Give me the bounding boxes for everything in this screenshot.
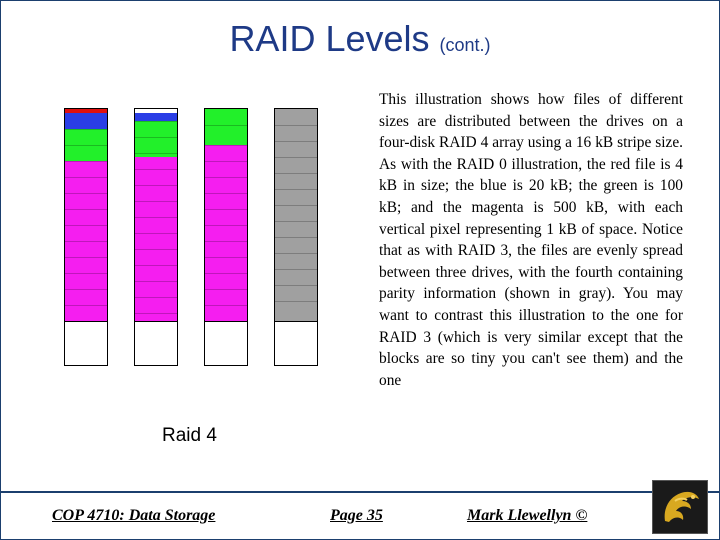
footer-page: Page 35	[330, 507, 383, 524]
blue-file-block	[65, 113, 107, 129]
stripe-line	[205, 161, 247, 162]
stripe-line	[205, 209, 247, 210]
footer-author: Mark Llewellyn ©	[467, 507, 588, 524]
stripe-line	[135, 313, 177, 314]
stripe-line	[135, 169, 177, 170]
green-file-block	[205, 109, 247, 145]
stripe-line	[205, 289, 247, 290]
disk-1	[64, 108, 108, 366]
stripe-line	[205, 145, 247, 146]
data-end-line	[275, 321, 317, 322]
ucf-pegasus-logo-icon	[652, 480, 708, 534]
stripe-line	[65, 273, 107, 274]
stripe-line	[275, 157, 317, 158]
slide-title	[0, 18, 720, 60]
stripe-line	[275, 173, 317, 174]
disk-2	[134, 108, 178, 366]
stripe-line	[65, 193, 107, 194]
data-end-line	[65, 321, 107, 322]
stripe-line	[65, 177, 107, 178]
stripe-line	[205, 305, 247, 306]
stripe-line	[275, 189, 317, 190]
stripe-line	[65, 241, 107, 242]
diagram-label: Raid 4	[162, 425, 217, 446]
stripe-line	[65, 161, 107, 162]
stripe-line	[65, 129, 107, 130]
stripe-line	[275, 221, 317, 222]
stripe-line	[135, 297, 177, 298]
stripe-line	[65, 257, 107, 258]
stripe-line	[65, 305, 107, 306]
stripe-line	[205, 225, 247, 226]
stripe-line	[205, 273, 247, 274]
stripe-line	[205, 257, 247, 258]
title-subtitle: (cont.)	[439, 35, 491, 55]
stripe-line	[65, 225, 107, 226]
stripe-line	[275, 141, 317, 142]
blue-file-block	[135, 113, 177, 121]
stripe-line	[275, 237, 317, 238]
footer-course: COP 4710: Data Storage	[52, 507, 216, 524]
stripe-line	[135, 121, 177, 122]
stripe-line	[205, 241, 247, 242]
stripe-line	[275, 253, 317, 254]
body-paragraph: This illustration shows how files of different sizes are distributed between the drives on a four-disk RAID 4 array using a 16 kB stripe size. As with the RAID 0 illustration, the red file is 4 kB in size; the blue is 20 kB; the green is 100 kB; and the magenta is 500 kB, with each vertical pixel representing 1 kB of space. Notice that as with RAID 3, the files are evenly spread between three drives, with the fourth containing parity information (shown in gray). You may want to contrast this illustration to the one for RAID 3 (which is very similar except that the blocks are so tiny you can't see them) and the one	[379, 91, 683, 389]
disk-3	[204, 108, 248, 366]
stripe-line	[205, 193, 247, 194]
data-end-line	[205, 321, 247, 322]
stripe-line	[135, 281, 177, 282]
stripe-line	[135, 201, 177, 202]
stripe-line	[275, 269, 317, 270]
stripe-line	[135, 185, 177, 186]
title-main: RAID Levels	[229, 18, 430, 59]
stripe-line	[135, 249, 177, 250]
stripe-line	[135, 137, 177, 138]
stripe-line	[65, 145, 107, 146]
stripe-line	[275, 125, 317, 126]
data-end-line	[135, 321, 177, 322]
stripe-line	[135, 233, 177, 234]
stripe-line	[275, 285, 317, 286]
stripe-line	[275, 301, 317, 302]
stripe-line	[65, 289, 107, 290]
stripe-line	[205, 177, 247, 178]
stripe-line	[135, 265, 177, 266]
stripe-line	[275, 205, 317, 206]
magenta-file-block	[205, 145, 247, 321]
stripe-line	[205, 125, 247, 126]
disk-4-parity	[274, 108, 318, 366]
stripe-line	[135, 153, 177, 154]
stripe-line	[135, 217, 177, 218]
stripe-line	[65, 209, 107, 210]
footer-divider	[0, 491, 720, 493]
green-file-block	[135, 121, 177, 157]
